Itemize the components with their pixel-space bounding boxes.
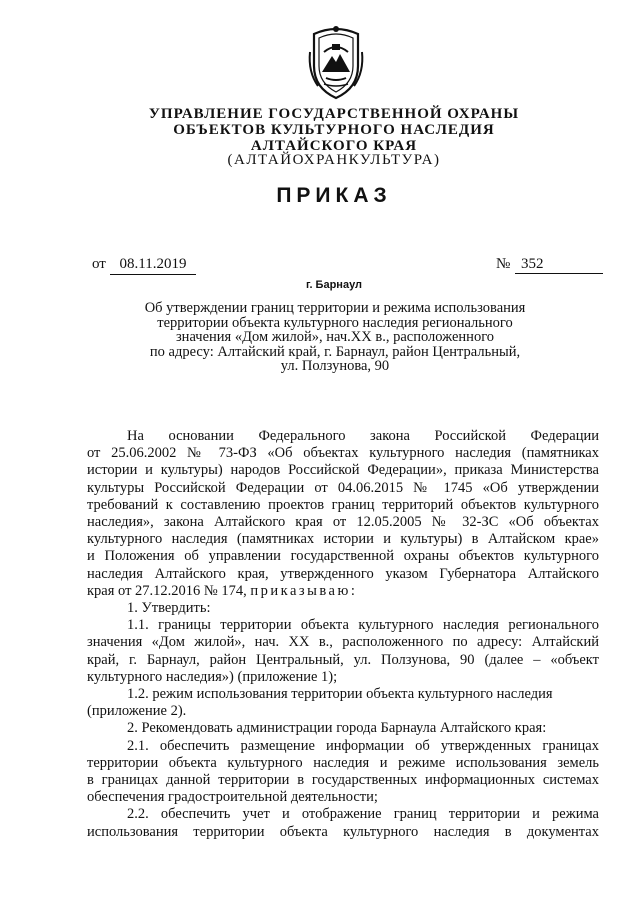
body-line: культурного наследия») (приложение 1);: [87, 668, 338, 685]
org-name-line-1: УПРАВЛЕНИЕ ГОСУДАРСТВЕННОЙ ОХРАНЫ: [148, 106, 520, 122]
subject-line: по адресу: Алтайский край, г. Барнаул, район Центральный,: [149, 343, 521, 360]
body-line: 2.1. обеспечить размещение информации об утвержденных границах: [127, 737, 599, 754]
subject-line: значения «Дом жилой», нач.XX в., расположенного: [175, 329, 495, 345]
body-line: [87, 583, 599, 600]
city: г. Барнаул: [305, 279, 363, 291]
body-line: культурного наследия (памятниках истории и культуры) в Алтайском крае»: [87, 531, 599, 548]
document-title: ПРИКАЗ: [276, 184, 392, 207]
order-body: [87, 428, 599, 841]
body-line: требований к составлению проектов границ территорий объектов культурного: [87, 496, 599, 513]
body-line: культуры Российской Федерации от 04.06.2015 № 1745 «Об утверждении: [87, 479, 599, 496]
body-line: и Положения об управлении государственной охраны объектов культурного: [87, 548, 599, 565]
subject-line: ул. Ползунова, 90: [280, 358, 390, 374]
item-2: [87, 720, 599, 737]
body-line: использования территории объекта культурного наследия в документах: [87, 823, 599, 840]
number-label: №: [496, 256, 511, 272]
item-1: [87, 600, 599, 617]
body-line: 1.1. границы территории объекта культурного наследия регионального: [127, 617, 599, 634]
item-1-1: [87, 617, 599, 686]
body-line: значения «Дом жилой», нач. XX в., расположенного по адресу: Алтайский: [87, 634, 599, 651]
body-line: от 25.06.2002 № 73-ФЗ «Об объектах культурного наследия (памятниках: [87, 445, 599, 462]
order-subject: [126, 301, 544, 374]
body-line: наследия Алтайского края, утвержденного указом Губернатора Алтайского: [87, 565, 599, 582]
subject-line: территории объекта культурного наследия регионального: [157, 314, 513, 331]
order-verb: приказываю:: [250, 582, 358, 599]
body-line: край, г. Барнаул, район Центральный, ул. Ползунова, 90 (далее – «объект: [87, 651, 599, 668]
body-line: в границах данной территории в государственных информационных системах: [87, 772, 599, 789]
coat-of-arms-icon: [304, 22, 368, 102]
order-date: 08.11.2019: [110, 256, 196, 275]
body-line: территории объекта культурного наследия и режиме использования земель: [87, 754, 599, 771]
body-line: истории и культуры) народов Российской Федерации», приказа Министерства: [87, 462, 599, 479]
subject-line: Об утверждении границ территории и режима использования: [144, 300, 526, 316]
date-label: от: [92, 256, 106, 272]
body-text: края от 27.12.2016 № 174,: [87, 582, 247, 599]
body-line: 2. Рекомендовать администрации города Барнаула Алтайского края:: [127, 720, 547, 737]
item-1-2: [87, 686, 599, 720]
body-line: 1.2. режим использования территории объекта культурного наследия: [127, 686, 553, 703]
body-line: На основании Федерального закона Российской Федерации: [127, 428, 599, 444]
body-line: обеспечения градостроительной деятельности;: [87, 789, 378, 806]
item-2-1: [87, 738, 599, 807]
org-name-short: (АЛТАЙОХРАНКУЛЬТУРА): [227, 152, 441, 168]
body-line: наследия», закона Алтайского края от 12.05.2005 № 32-ЗС «Об объектах: [87, 514, 599, 531]
item-2-2: [87, 806, 599, 840]
body-line: 2.2. обеспечить учет и отображение границ территории и режима: [127, 806, 599, 823]
body-line: (приложение 2).: [87, 703, 187, 720]
preamble-paragraph: [87, 428, 599, 600]
body-line: 1. Утвердить:: [127, 600, 211, 617]
org-name-line-3: АЛТАЙСКОГО КРАЯ: [250, 138, 418, 154]
order-number: 352: [515, 256, 603, 274]
org-name-line-2: ОБЪЕКТОВ КУЛЬТУРНОГО НАСЛЕДИЯ: [173, 122, 495, 138]
